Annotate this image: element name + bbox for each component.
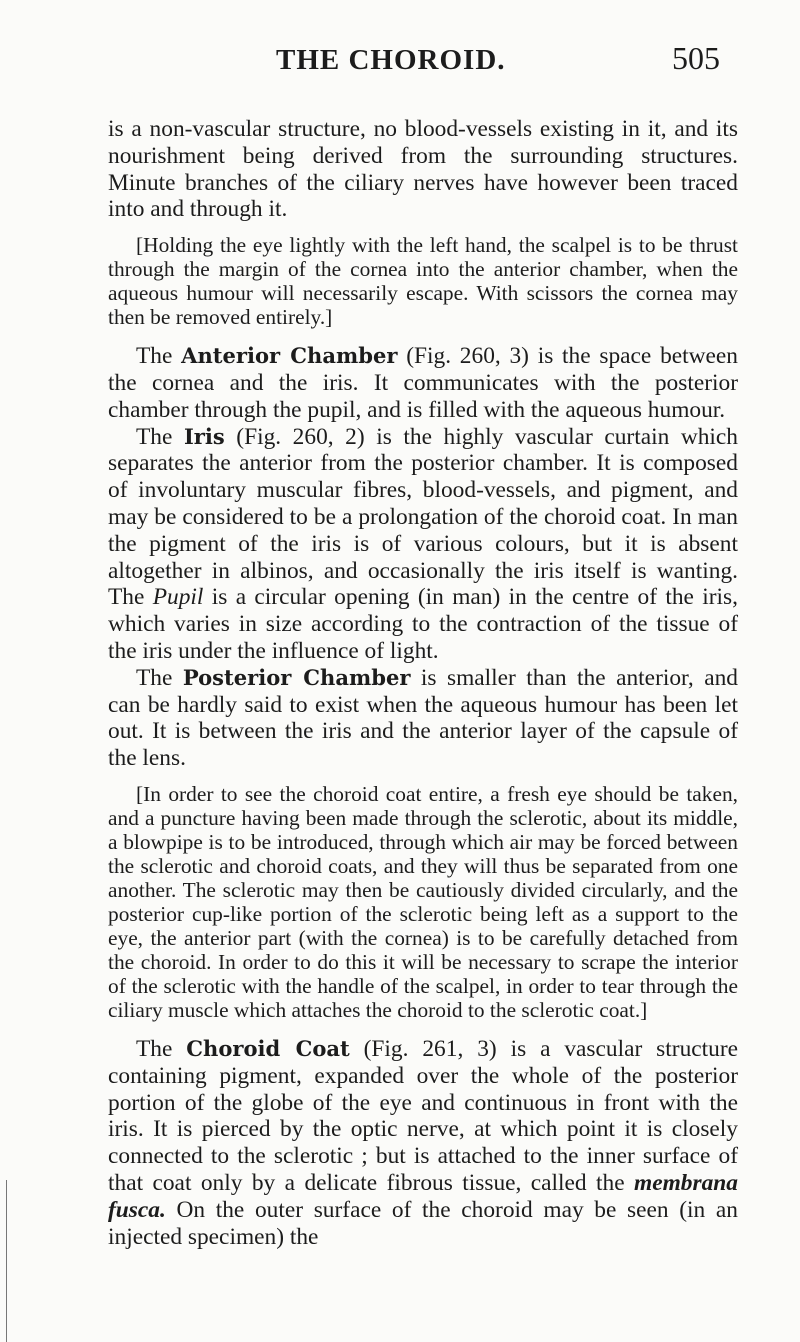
body-text [108,116,738,1250]
paragraph-iris-continuation: is a non-vascular structure, no blood-vessels existing in it, and its nourishment being derived from the surrounding structures. Minute branches of the ciliary nerves have however been traced into and through it. [108,116,738,223]
text-segment: The [136,343,182,370]
text-segment: is a circular opening (in man) in the centre of the iris, which varies in size according to the contraction of the tissue of the iris under the influence of light. [108,584,739,664]
text-segment: The [136,1035,187,1062]
text-segment: is smaller than the anterior, and can be hardly said to exist when the aqueous humour has been let out. It is between the iris and the anterior layer of the capsule of the lens. [108,664,738,772]
dissection-note-cornea: [Holding the eye lightly with the left hand, the scalpel is to be thrust through the margin of the cornea into the anterior chamber, when the aqueous humour will necessarily escape. With scissors the cornea may then be removed entirely.] [108,233,738,330]
running-title: THE CHOROID. [276,44,506,76]
term-posterior-chamber: Posterior Chamber [182,664,411,690]
term-pupil: Pupil [152,584,204,611]
text-segment: (Fig. 260, 2) is the highly vascular curtain which separates the anterior from the posterior chamber. It is composed of involuntary muscular fibres, blood-vessels, and pigment, and may be considered to be a prolongation of the choroid coat. In man the pigment of the iris is of various colours, but it is absent altogether in albinos, and occasionally the iris itself is wanting. The [108,423,739,611]
term-membrana-fusca: membrana fusca. [108,1169,738,1223]
page-header [0,40,800,80]
text-segment: (Fig. 260, 3) is the space between the cornea and the iris. It communicates with the posterior chamber through the pupil, and is filled with the aqueous humour. [108,343,738,423]
dissection-note-choroid: [In order to see the choroid coat entire, a fresh eye should be taken, and a puncture having been made through the sclerotic, about its middle, a blowpipe is to be introduced, through which air may be forced between the sclerotic and choroid coats, and they will thus be separated from one another. The sclerotic may then be cautiously divided circularly, and the posterior cup-like portion of the sclerotic being left as a support to the eye, the anterior part (with the cornea) is to be carefully detached from the choroid. In order to do this it will be necessary to scrape the interior of the sclerotic with the handle of the scalpel, in order to tear through the ciliary muscle which attaches the choroid to the sclerotic coat.] [108,781,738,1022]
page-number: 505 [672,40,720,76]
text-segment: On the outer surface of the choroid may be seen (in an injected specimen) the [108,1196,738,1250]
text-segment: (Fig. 261, 3) is a vascular structure containing pigment, expanded over the whole of the posterior portion of the globe of the eye and continuous in front with the iris. It is pierced by the optic nerve, at which point it is closely connected to the sclerotic ; but is attached to the inner surface of that coat only by a delicate fibrous tissue, called the [108,1035,739,1196]
paragraph-anterior-chamber [108,343,738,423]
text-segment: The [136,423,184,450]
term-anterior-chamber: Anterior Chamber [181,343,398,369]
page-edge-line [6,1180,7,1342]
term-iris: Iris [183,423,225,449]
paragraph-iris [108,424,738,665]
paragraph-posterior-chamber [108,665,738,772]
term-choroid-coat: Choroid Coat [186,1035,350,1061]
text-segment: The [136,664,183,691]
paragraph-choroid-coat [108,1036,738,1250]
